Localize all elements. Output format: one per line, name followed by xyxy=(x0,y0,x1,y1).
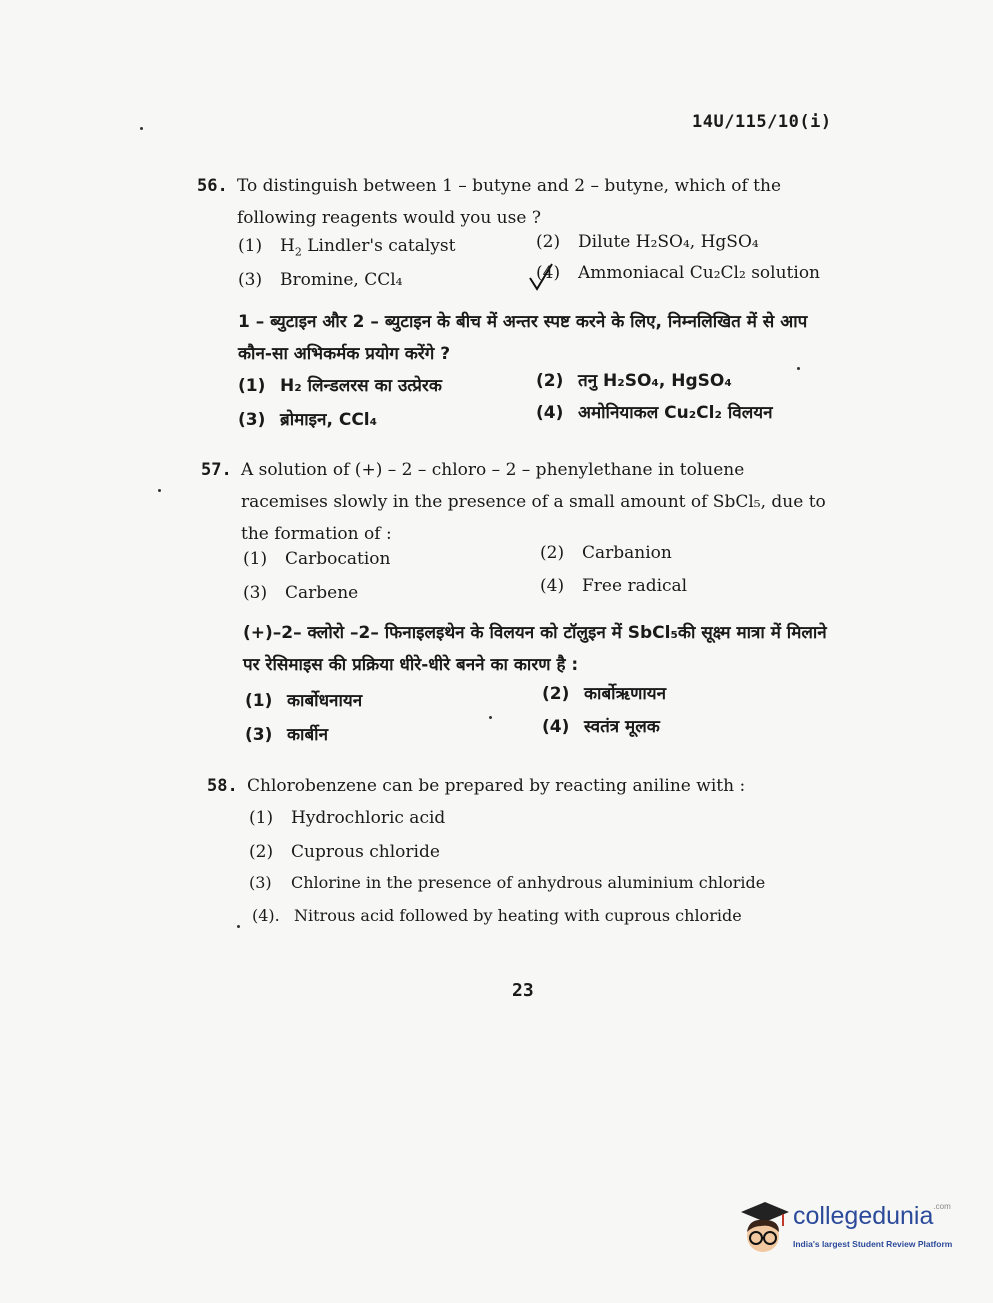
q57-hindi-option-4: (4) स्वतंत्र मूलक xyxy=(542,717,660,737)
q58-option-1: (1) Hydrochloric acid xyxy=(249,808,446,828)
q57-hindi-option-2: (2) कार्बोऋणायन xyxy=(542,684,667,704)
q56-option-2: (2) Dilute H₂SO₄, HgSO₄ xyxy=(536,232,759,252)
q56-hindi-option-4: (4) अमोनियाकल Cu₂Cl₂ विलयन xyxy=(536,403,773,423)
q56-hindi-option-1: (1) H₂ लिन्डलरस का उत्प्रेरक xyxy=(238,376,442,396)
question-56 xyxy=(197,170,827,234)
q56-option-1: (1) $H_2$ Lindler's catalyst xyxy=(238,236,456,259)
scan-speck xyxy=(158,489,161,492)
question-number: 56. xyxy=(197,176,228,196)
q56-hindi-option-2: (2) तनु H₂SO₄, HgSO₄ xyxy=(536,371,732,391)
scan-speck xyxy=(797,367,800,370)
collegedunia-logo: collegedunia$^{.com}$ India's largest Student Review Platform xyxy=(735,1196,965,1266)
q57-hindi-option-1: (1) कार्बोधनायन xyxy=(245,691,363,711)
q56-option-4: (4) Ammoniacal Cu₂Cl₂ solution xyxy=(536,263,821,283)
scan-speck xyxy=(140,127,143,130)
question-stem: To distinguish between 1 – butyne and 2 – butyne, which of the following reagents would you use ? xyxy=(237,176,782,228)
question-stem: A solution of (+) – 2 – chloro – 2 – phenylethane in toluene racemises slowly in the presence of a small amount of SbCl₅, due to the formation of : xyxy=(241,460,826,544)
q56-hindi-option-3: (3) ब्रोमाइन, CCl₄ xyxy=(238,410,378,430)
page-number: 23 xyxy=(512,980,534,1001)
q58-option-3: (3) Chlorine in the presence of anhydrous aluminium chloride xyxy=(249,873,766,892)
question-number: 57. xyxy=(201,460,232,480)
scan-speck xyxy=(237,925,240,928)
student-mascot-icon xyxy=(735,1196,793,1258)
q58-option-2: (2) Cuprous chloride xyxy=(249,842,440,862)
scan-speck xyxy=(489,716,492,719)
question-57-hindi-stem: (+)–2– क्लोरो –2– फिनाइलइथेन के विलयन को टॉलुइन में SbCl₅की सूक्ष्म मात्रा में मिलाने पर रेसिमाइस की प्रक्रिया धीरे-धीरे बनने का कारण है : xyxy=(243,623,827,675)
q58-option-4: (4). Nitrous acid followed by heating with cuprous chloride xyxy=(252,906,742,925)
question-stem: Chlorobenzene can be prepared by reacting aniline with : xyxy=(247,776,746,796)
q57-option-2: (2) Carbanion xyxy=(540,543,672,563)
q57-option-3: (3) Carbene xyxy=(243,583,359,603)
logo-wordmark: collegedunia xyxy=(793,1202,934,1230)
logo-tagline: India's largest Student Review Platform xyxy=(793,1239,953,1249)
question-56-hindi-stem: 1 – ब्युटाइन और 2 – ब्युटाइन के बीच में अन्तर स्पष्ट करने के लिए, निम्नलिखित में से आप कौन-सा अभिकर्मक प्रयोग करेंगे ? xyxy=(238,312,808,364)
question-57 xyxy=(201,454,831,550)
check-mark-icon xyxy=(528,262,554,292)
question-58 xyxy=(207,770,827,802)
paper-code: 14U/115/10(i) xyxy=(692,112,832,132)
q57-option-1: (1) Carbocation xyxy=(243,549,391,569)
q56-option-3: (3) Bromine, CCl₄ xyxy=(238,270,403,290)
question-number: 58. xyxy=(207,776,238,796)
q57-hindi-option-3: (3) कार्बीन xyxy=(245,725,329,745)
q57-option-4: (4) Free radical xyxy=(540,576,688,596)
